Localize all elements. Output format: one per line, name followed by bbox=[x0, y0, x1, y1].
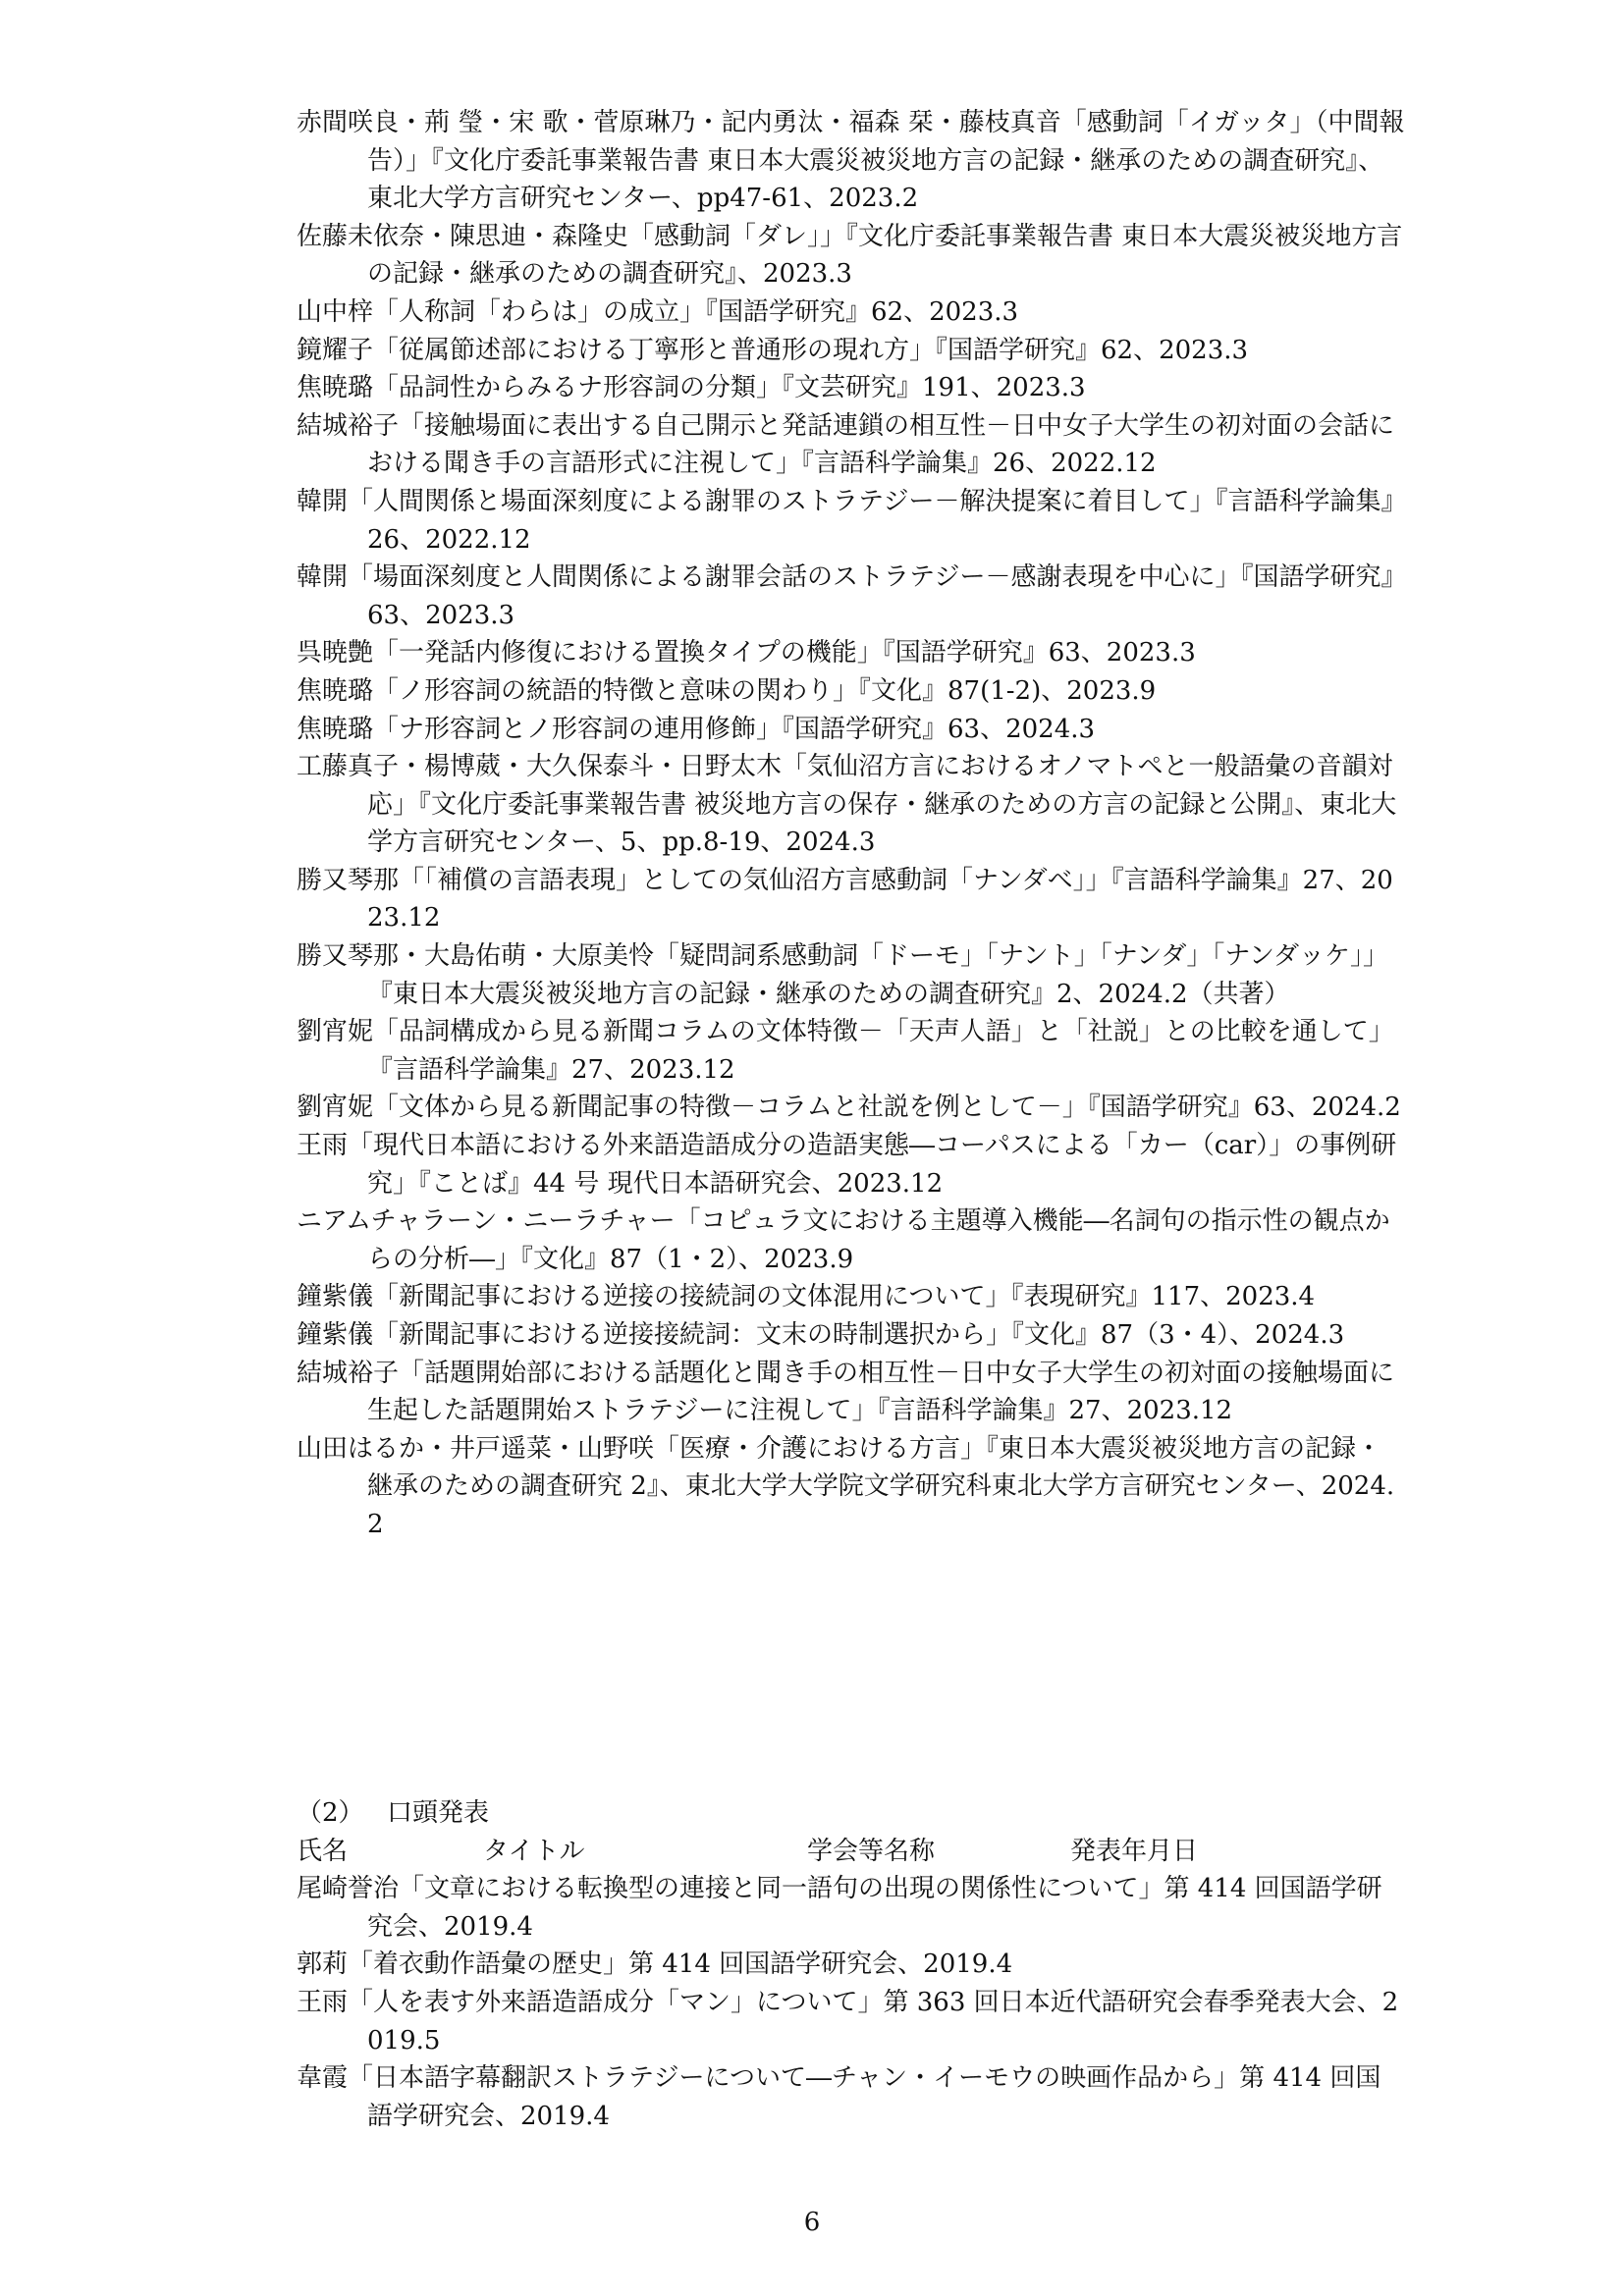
section-number: （2） bbox=[297, 1798, 364, 1828]
publication-list bbox=[297, 104, 1406, 1544]
list-item: 結城裕子「接触場面に表出する自己開示と発話連鎖の相互性－日中女子大学生の初対面の会話における聞き手の言語形式に注視して」『言語科学論集』26、2022.12 bbox=[297, 410, 1395, 479]
list-item: 赤間咲良・荊 瑩・宋 歌・菅原琳乃・記内勇汰・福森 栞・藤枝真音「感動詞「イガッタ」（中間報告）」『文化庁委託事業報告書 東日本大震災被災地方言の記録・継承のための調査研究』、東北大学方言研究センター、pp47-61、2023.2 bbox=[297, 108, 1405, 214]
list-item: 焦暁璐「ノ形容詞の統語的特徴と意味の関わり」『文化』87(1-2)、2023.9 bbox=[297, 675, 1157, 706]
list-item: 焦暁璐「ナ形容詞とノ形容詞の連用修飾」『国語学研究』63、2024.3 bbox=[297, 714, 1096, 744]
column-header-venue: 学会等名称 bbox=[807, 1836, 936, 1866]
list-item: 呉暁艶「一発話内修復における置換タイプの機能」『国語学研究』63、2023.3 bbox=[297, 638, 1196, 668]
list-item: 韋霞「日本語字幕翻訳ストラテジーについて―チャン・イーモウの映画作品から」第 414 回国語学研究会、2019.4 bbox=[297, 2063, 1381, 2131]
list-item: 山中梓「人称詞「わらは」の成立」『国語学研究』62、2023.3 bbox=[297, 296, 1019, 327]
list-item: 韓開「人間関係と場面深刻度による謝罪のストラテジー－解決提案に着目して」『言語科学論集』26、2022.12 bbox=[297, 486, 1394, 555]
list-item: ニアムチャラーン・ニーラチャー「コピュラ文における主題導入機能―名詞句の指示性の観点からの分析―」『文化』87（1・2）、2023.9 bbox=[297, 1206, 1390, 1274]
column-header-date: 発表年月日 bbox=[1070, 1836, 1199, 1866]
list-item: 鐘紫儀「新聞記事における逆接接続詞：文末の時制選択から」『文化』87（3・4）、2024.3 bbox=[297, 1320, 1345, 1350]
list-item: 勝又琴那「「補償の言語表現」としての気仙沼方言感動詞「ナンダベ」」『言語科学論集』27、2023.12 bbox=[297, 865, 1393, 934]
list-item: 韓開「場面深刻度と人間関係による謝罪会話のストラテジー－感謝表現を中心に」『国語学研究』63、2023.3 bbox=[297, 562, 1394, 630]
list-item: 工藤真子・楊博葳・大久保泰斗・日野太木「気仙沼方言におけるオノマトペと一般語彙の音韻対応」『文化庁委託事業報告書 被災地方言の保存・継承のための方言の記録と公開』、東北大学方言研究センター、5、pp.8-19、2024.3 bbox=[297, 752, 1397, 858]
oral-presentations-section bbox=[297, 1794, 1406, 2135]
list-item: 劉宵妮「品詞構成から見る新聞コラムの文体特徴－「天声人語」と「社説」との比較を通して」『言語科学論集』27、2023.12 bbox=[297, 1017, 1394, 1085]
list-item: 王雨「人を表す外来語造語成分「マン」について」第 363 回日本近代語研究会春季発表大会、2019.5 bbox=[297, 1987, 1399, 2056]
list-item: 山田はるか・井戸遥菜・山野咲「医療・介護における方言」『東日本大震災被災地方言の記録・継承のための調査研究 2』、東北大学大学院文学研究科東北大学方言研究センター、2024.2 bbox=[297, 1433, 1395, 1539]
list-item: 鏡耀子「従属節述部における丁寧形と普通形の現れ方」『国語学研究』62、2023.3 bbox=[297, 335, 1249, 365]
column-header-title: タイトル bbox=[483, 1836, 585, 1866]
column-header-row bbox=[297, 1833, 1406, 1871]
list-item: 王雨「現代日本語における外来語造語成分の造語実態―コーパスによる「カー（car）」の事例研究」『ことば』44 号 現代日本語研究会、2023.12 bbox=[297, 1131, 1397, 1199]
column-header-name: 氏名 bbox=[297, 1836, 349, 1866]
list-item: 焦暁璐「品詞性からみるナ形容詞の分類」『文芸研究』191、2023.3 bbox=[297, 373, 1086, 403]
list-item: 佐藤未依奈・陳思迪・森隆史「感動詞「ダレ」」『文化庁委託事業報告書 東日本大震災被災地方言の記録・継承のための調査研究』、2023.3 bbox=[297, 221, 1403, 290]
list-item: 勝又琴那・大島佑萌・大原美怜「疑問詞系感動詞「ドーモ」「ナント」「ナンダ」「ナンダッケ」」『東日本大震災被災地方言の記録・継承のための調査研究』2、2024.2（共著） bbox=[297, 941, 1389, 1009]
section-title: 口頭発表 bbox=[387, 1798, 490, 1828]
section-heading bbox=[297, 1794, 1406, 1833]
list-item: 郭莉「着衣動作語彙の歴史」第 414 回国語学研究会、2019.4 bbox=[297, 1949, 1013, 1980]
list-item: 鐘紫儀「新聞記事における逆接の接続詞の文体混用について」『表現研究』117、2023.4 bbox=[297, 1282, 1316, 1312]
page-number: 6 bbox=[803, 2208, 821, 2237]
list-item: 劉宵妮「文体から見る新聞記事の特徴－コラムと社説を例として－」『国語学研究』63、2024.2 bbox=[297, 1093, 1401, 1123]
list-item: 結城裕子「話題開始部における話題化と聞き手の相互性－日中女子大学生の初対面の接触場面に生起した話題開始ストラテジーに注視して」『言語科学論集』27、2023.12 bbox=[297, 1358, 1395, 1426]
list-item: 尾崎誉治「文章における転換型の連接と同一語句の出現の関係性について」第 414 回国語学研究会、2019.4 bbox=[297, 1874, 1382, 1942]
